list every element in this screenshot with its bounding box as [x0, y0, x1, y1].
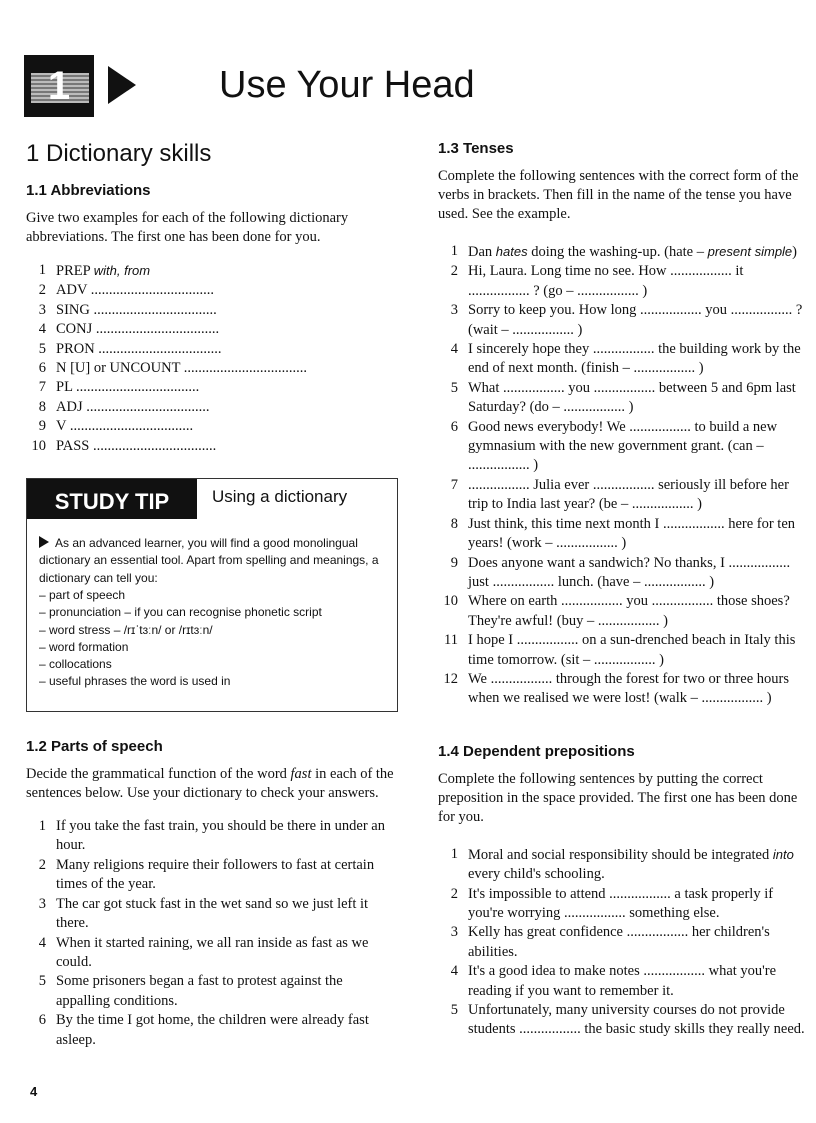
list-item: 10 Where on earth ................. you ................. those shoes? They're awful! (buy – ................. ): [443, 593, 790, 629]
study-tip-title: Using a dictionary: [212, 487, 348, 507]
list-item: 3 Kelly has great confidence ................. her children's abilities.: [450, 924, 770, 960]
list-item: 6 Good news everybody! We ................. to build a new gymnasium with the new government grant. (can – ................. ): [450, 418, 778, 474]
list-item: 2 Hi, Laura. Long time no see. How ................. it ................. ? (go – ................. ): [450, 263, 744, 299]
heading-tenses: 1.3 Tenses: [438, 140, 514, 157]
unit-title: Use Your Head: [219, 64, 475, 106]
abbreviations-list: [26, 261, 398, 456]
list-item: 8 Just think, this time next month I ................. here for ten years! (work – ................. ): [450, 515, 796, 552]
list-item: 2 Many religions require their followers to fast at certain times of the year.: [38, 856, 375, 893]
instruction-abbreviations: Give two examples for each of the following dictionary abbreviations. The first one has been done for you.: [26, 210, 349, 245]
list-item: 1 PREP with, from: [38, 262, 151, 279]
instruction-prepositions: Complete the following sentences by putting the correct preposition in the space provided. The first one has been done for you.: [438, 770, 798, 825]
list-item: 6 N [U] or UNCOUNT ..................................: [38, 360, 308, 377]
tenses-list: [438, 242, 808, 709]
heading-parts-of-speech: 1.2 Parts of speech: [26, 738, 163, 756]
list-item: 3 The car got stuck fast in the wet sand so we just left it there.: [38, 895, 369, 932]
list-item: 3 Sorry to keep you. How long ................. you ................. ? (wait – ................. ): [450, 302, 803, 338]
heading-dependent-prepositions: 1.4 Dependent prepositions: [438, 742, 635, 760]
list-item: 9 Does anyone want a sandwich? No thanks, I ................. just ................. lunch. (have – ................. ): [450, 554, 791, 590]
left-column: [26, 140, 398, 1050]
study-tip-header: [27, 479, 397, 519]
example-tense: present simple: [707, 244, 793, 259]
list-item: 4 It's a good idea to make notes ................. what you're reading if you want to remember it.: [450, 963, 777, 999]
tip-point: – part of speech: [39, 587, 126, 602]
example-verb: hates: [495, 244, 528, 259]
example-answer: into: [772, 846, 794, 862]
prepositions-list: [438, 845, 808, 1040]
study-tip-lead: As an advanced learner, you will find a good monolingual dictionary an essential tool. Apart from spelling and meanings, a dictionary can tell you:: [39, 536, 379, 585]
arrow-bullet-icon: [39, 536, 49, 548]
instruction-tenses: Complete the following sentences with the correct form of the verbs in brackets. Then fill in the name of the tense you have used. See the example.: [438, 168, 799, 222]
parts-of-speech-list: [26, 817, 398, 1050]
list-item: 8 ADJ ..................................: [38, 398, 210, 415]
tip-point: – pronunciation – if you can recognise phonetic script: [39, 605, 322, 620]
list-item: 1 Moral and social responsibility should be integrated into every child's schooling.: [450, 845, 794, 883]
study-tip-label: STUDY TIP: [27, 479, 197, 519]
list-item: 1 Dan hates doing the washing-up. (hate – present simple): [450, 243, 798, 260]
tip-point: – useful phrases the word is used in: [39, 674, 231, 689]
list-item: 5 Some prisoners began a fast to protest against the appalling conditions.: [38, 973, 343, 1009]
list-item: 12 We ................. through the forest for two or three hours when we realised we were lost! (walk – ................. ): [443, 670, 789, 707]
instruction-parts-of-speech: Decide the grammatical function of the word fast in each of the sentences below. Use your dictionary to check your answers.: [26, 766, 394, 802]
list-item: 7 PL ..................................: [38, 379, 200, 396]
tip-point: – word stress – /rɪˈtɜːn/ or /rɪtɜːn/: [39, 622, 213, 637]
list-item: 11 I hope I ................. on a sun-drenched beach in Italy this time tomorrow. (sit – ................. ): [444, 632, 796, 668]
list-item: 1 If you take the fast train, you should be there in under an hour.: [38, 818, 385, 854]
list-item: 2 ADV ..................................: [38, 282, 215, 299]
keyword-fast: fast: [290, 766, 312, 783]
list-item: 3 SING ..................................: [38, 301, 217, 318]
study-tip-body: [27, 519, 397, 691]
list-item: 4 CONJ ..................................: [38, 321, 220, 338]
tip-point: – collocations: [39, 657, 112, 672]
list-item: 5 Unfortunately, many university courses do not provide students ................. the basic study skills they really need.: [450, 1002, 805, 1038]
list-item: 7 ................. Julia ever ................. seriously ill before her trip to India last year? (be – ................. ): [450, 476, 789, 513]
section-title: 1 Dictionary skills: [26, 140, 212, 167]
list-item: 10 PASS ..................................: [31, 437, 217, 454]
unit-number-box: [24, 55, 94, 117]
list-item: 5 What ................. you ................. between 5 and 6pm last Saturday? (do – ................. ): [450, 379, 796, 416]
unit-number: 1: [47, 64, 71, 108]
heading-abbreviations: 1.1 Abbreviations: [26, 182, 151, 199]
list-item: 6 By the time I got home, the children were already fast asleep.: [38, 1012, 369, 1048]
study-tip-box: [26, 478, 398, 712]
list-item: 2 It's impossible to attend ................. a task properly if you're worrying ................. something else.: [450, 885, 774, 921]
list-item: 4 I sincerely hope they ................. the building work by the end of next month. (finish – ................. ): [450, 341, 801, 377]
play-arrow-icon: [108, 66, 136, 104]
list-item: 4 When it started raining, we all ran inside as fast as we could.: [38, 934, 369, 970]
tip-point: – word formation: [39, 639, 129, 654]
list-item: 5 PRON ..................................: [38, 340, 222, 357]
right-column: [438, 140, 808, 1040]
example-answer: with, from: [93, 263, 151, 278]
list-item: 9 V ..................................: [38, 418, 194, 435]
page-number: 4: [30, 1084, 38, 1099]
